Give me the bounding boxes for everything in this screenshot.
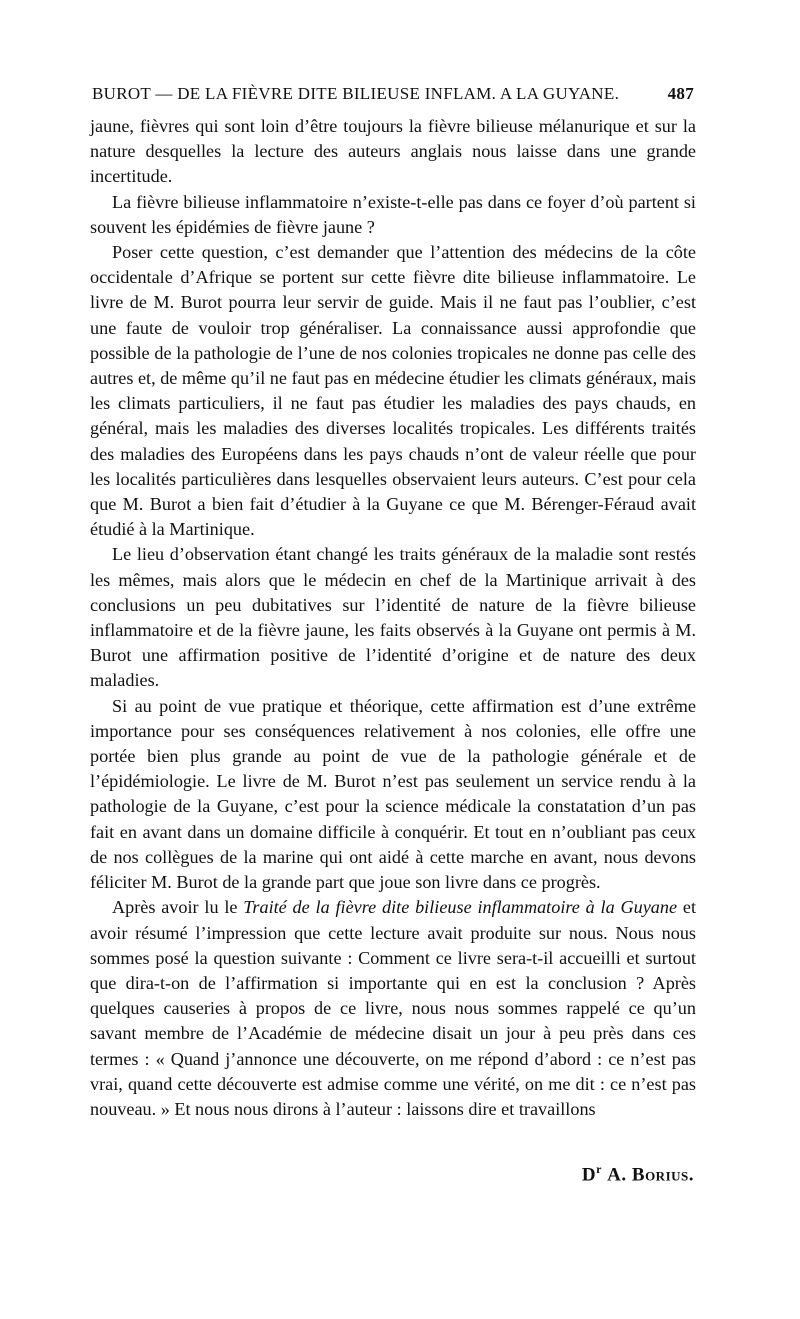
author-signature — [582, 1162, 694, 1186]
running-head-title: BUROT — DE LA FIÈVRE DITE BILIEUSE INFLAM. A LA GUYANE. — [92, 84, 620, 103]
signature-prefix-sup: r — [596, 1162, 602, 1176]
article-body — [90, 114, 696, 1122]
running-head — [92, 84, 694, 108]
page-number: 487 — [667, 84, 694, 103]
paragraph-final — [90, 895, 696, 1122]
paragraph-rest: et avoir résumé l’impression que cette lecture avait produite sur nous. Nous nous sommes posé la question suivante : Comment ce livre sera-t-il accueilli et surtout que dira-t-on de l’affirmation si importante qui en est la conclusion ? Après quelques causeries à propos de ce livre, nous nous sommes rappelé ce qu’un savant membre de l’Académie de médecine disait un jour à peu près dans ces termes : « Quand j’annonce une découverte, on me répond d’abord : ce n’est pas vrai, quand cette découverte est admise comme une vérité, on me dit : ce n’est pas nouveau. » Et nous nous dirons à l’auteur : laissons dire et travaillons — [90, 897, 696, 1119]
paragraph: jaune, fièvres qui sont loin d’être toujours la fièvre bilieuse mélanurique et sur la nature desquelles la lecture des auteurs anglais nous laisse dans une grande incertitude. — [90, 116, 696, 187]
book-title: Traité de la fièvre dite bilieuse inflammatoire à la Guyane — [243, 897, 678, 918]
paragraph: La fièvre bilieuse inflammatoire n’existe-t-elle pas dans ce foyer d’où partent si souvent les épidémies de fièvre jaune ? — [90, 191, 696, 237]
signature-name: A. Borius. — [607, 1164, 694, 1186]
paragraph-lead: Après avoir lu le — [112, 897, 244, 918]
paragraph: Si au point de vue pratique et théorique, cette affirmation est d’une extrême importance pour ses conséquences relativement à nos colonies, elle offre une portée bien plus grande au point de vue de la pathologie générale et de l’épidémiologie. Le livre de M. Burot n’est pas seulement un service rendu à la pathologie de la Guyane, c’est pour la science médicale la constatation d’un pas fait en avant dans un domaine difficile à conquérir. Et tout en n’oubliant pas ceux de nos collègues de la marine qui ont aidé à cette marche en avant, nous devons féliciter M. Burot de la grande part que joue son livre dans ce progrès. — [90, 695, 696, 893]
paragraph: Poser cette question, c’est demander que l’attention des médecins de la côte occidentale d’Afrique se portent sur cette fièvre dite bilieuse inflammatoire. Le livre de M. Burot pourra leur servir de guide. Mais il ne faut pas l’oublier, c’est une faute de vouloir trop généraliser. La connaissance aussi approfondie que possible de la pathologie de l’une de nos colonies tropicales ne donne pas celle des autres et, de même qu’il ne faut pas en médecine étudier les climats généraux, mais les climats particuliers, il ne faut pas étudier les maladies des pays chauds, en général, mais les maladies des diverses localités tropicales. Les différents traités des maladies des Européens dans les pays chauds n’ont de valeur réelle que pour les localités particulières dans lesquelles observaient leurs auteurs. C’est pour cela que M. Burot a bien fait d’étudier à la Guyane ce que M. Bérenger-Féraud avait étudié à la Martinique. — [90, 242, 697, 540]
signature-prefix: D — [581, 1164, 597, 1186]
paragraph: Le lieu d’observation étant changé les traits généraux de la maladie sont restés les mêmes, mais alors que le médecin en chef de la Martinique arrivait à des conclusions un peu dubitatives sur l’identité de nature de la fièvre bilieuse inflammatoire et de la fièvre jaune, les faits observés à la Guyane ont permis à M. Burot une affirmation positive de l’identité d’origine et de nature des deux maladies. — [90, 544, 696, 691]
